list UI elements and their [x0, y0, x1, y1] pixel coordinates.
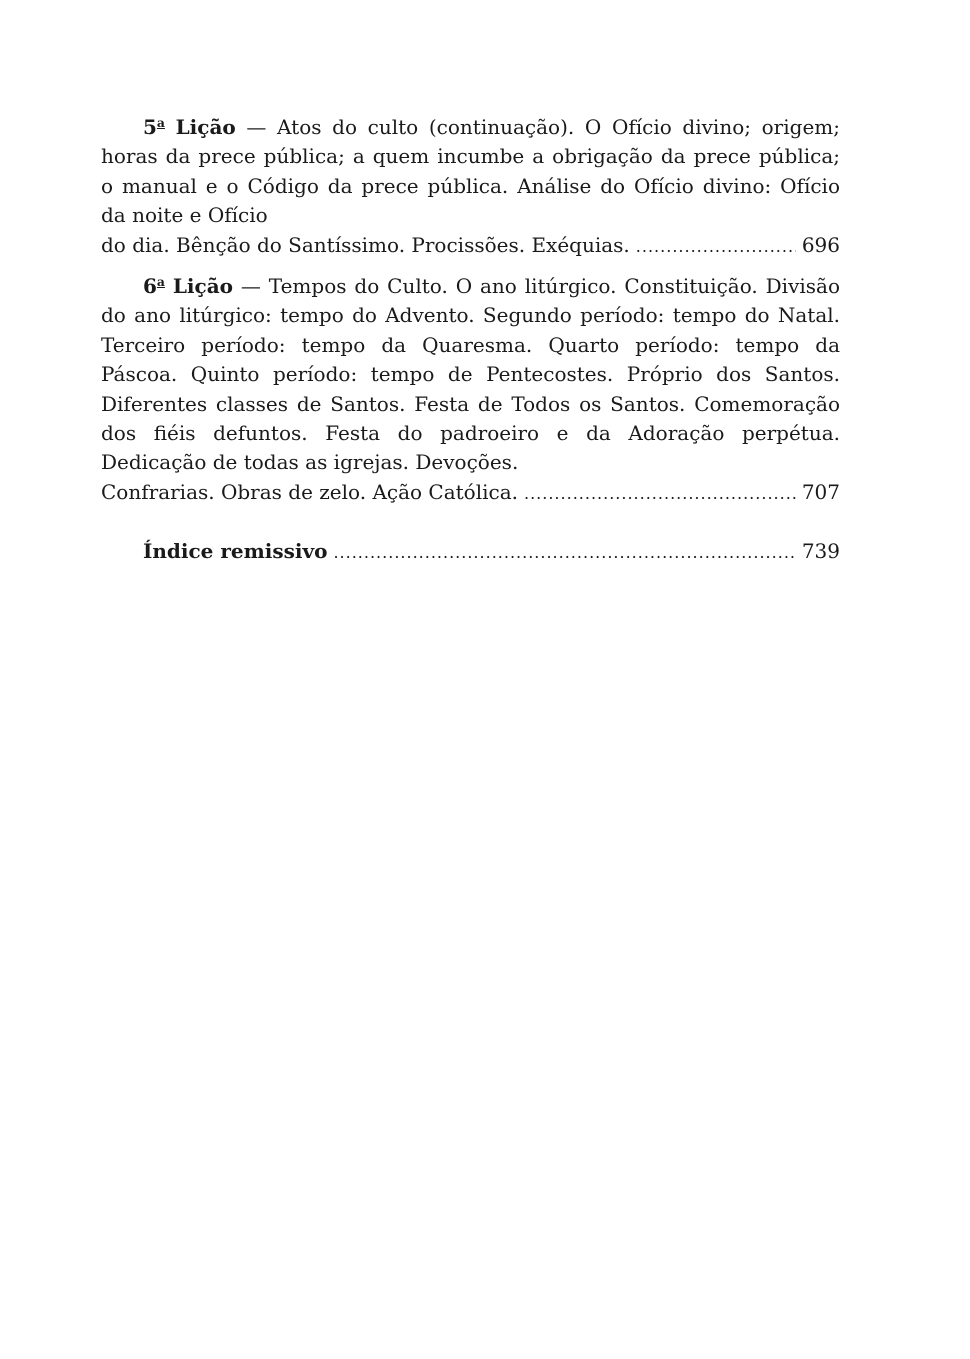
toc-entry-last-line [101, 231, 840, 260]
lesson-description-end: Confrarias. Obras de zelo. Ação Católica. [101, 479, 518, 504]
page-number: 707 [801, 479, 840, 504]
toc-entry-last-line [101, 478, 840, 507]
dot-leader [524, 484, 796, 503]
dot-leader [636, 237, 796, 256]
lesson-description-end: do dia. Bênção do Santíssimo. Procissões. Exéquias. [101, 232, 630, 257]
page-number: 696 [801, 232, 840, 257]
lesson-description: — Atos do culto (continuação). O Ofício divino; origem; horas da prece pública; a quem incumbe a obrigação da prece pública; o manual e o Código da prece pública. Análise do Ofício divino: Ofício da noite e Ofício [101, 115, 840, 228]
index-title: Índice remissivo [143, 539, 328, 564]
lesson-number: 5$^a$ [143, 115, 165, 139]
toc-entry-lesson-6 [101, 272, 840, 507]
lesson-label: Lição [172, 274, 233, 299]
toc-entry-lesson-5 [101, 113, 840, 260]
page-number: 739 [801, 539, 840, 564]
dot-leader [333, 538, 795, 567]
table-of-contents [101, 113, 840, 568]
toc-entry-body [101, 272, 840, 478]
toc-entry-body [101, 113, 840, 231]
lesson-number: 6$^a$ [143, 274, 165, 299]
lesson-description: — Tempos do Culto. O ano litúrgico. Constituição. Divisão do ano litúrgico: tempo do Advento. Segundo período: tempo do Natal. Terceiro período: tempo da Quaresma. Quarto período: tempo da Páscoa. Quinto período: tempo de Pentecostes. Próprio dos Santos. Diferentes classes de Santos. Festa de Todos os Santos. Comemoração dos fiéis defuntos. Festa do padroeiro e da Adoração perpétua. Dedicação de todas as igrejas. Devoções. [101, 274, 841, 475]
toc-entry-index [101, 537, 840, 567]
lesson-label: Lição [175, 115, 236, 139]
